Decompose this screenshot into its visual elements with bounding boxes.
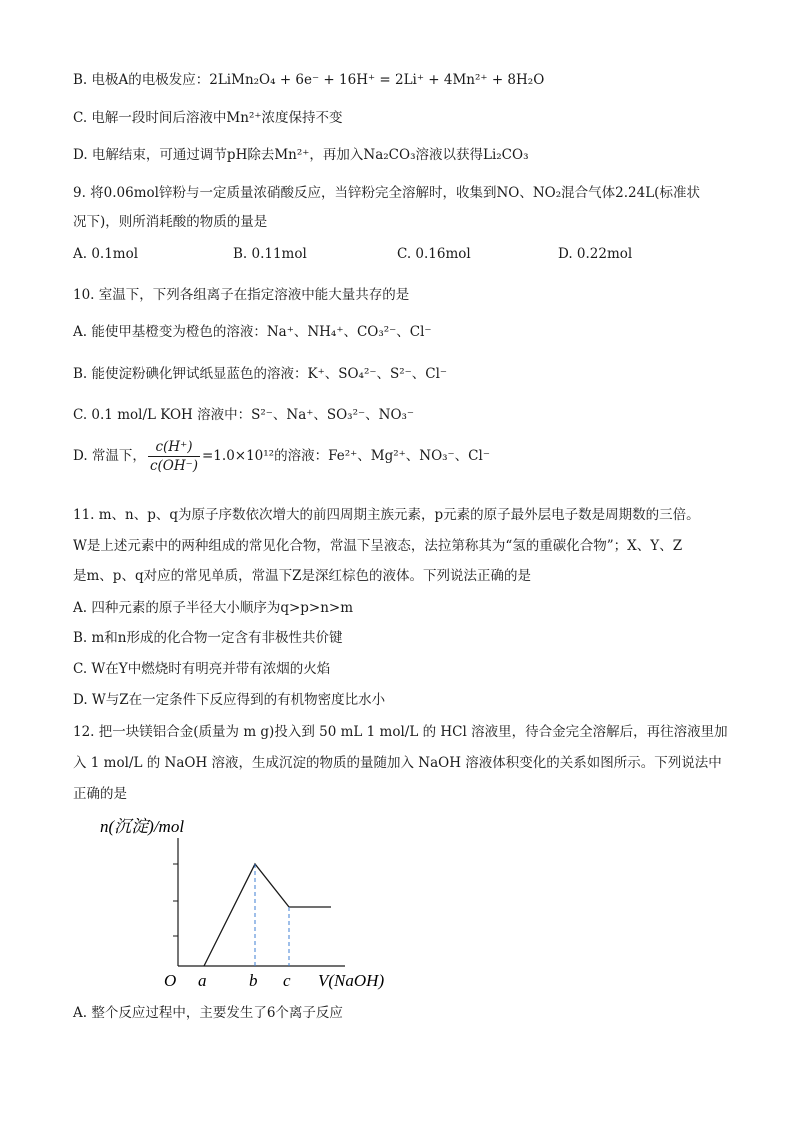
fraction-numerator: c(H⁺)	[148, 438, 200, 457]
option-c-q8: C. 电解一段时间后溶液中Mn²⁺浓度保持不变	[73, 110, 343, 126]
question-12-line-3: 正确的是	[73, 786, 127, 802]
q10-option-c: C. 0.1 mol/L KOH 溶液中：S²⁻、Na⁺、SO₃²⁻、NO₃⁻	[73, 407, 415, 423]
ratio-fraction	[148, 438, 200, 475]
q10-option-a: A. 能使甲基橙变为橙色的溶液：Na⁺、NH₄⁺、CO₃²⁻、Cl⁻	[73, 324, 432, 340]
question-9-line-2: 况下)，则所消耗酸的物质的量是	[73, 214, 268, 230]
q11-option-c: C. W在Y中燃烧时有明亮并带有浓烟的火焰	[73, 661, 331, 677]
q11-option-b: B. m和n形成的化合物一定含有非极性共价键	[73, 630, 343, 646]
q12-option-a: A. 整个反应过程中，主要发生了6个离子反应	[73, 1005, 343, 1021]
q10-option-d	[73, 438, 490, 475]
tick-label-c: c	[283, 971, 291, 990]
option-b-q8: B. 电极A的电极发应：2LiMn₂O₄ + 6e⁻ + 16H⁺ = 2Li⁺ + 4Mn²⁺ + 8H₂O	[73, 72, 545, 88]
graph-y-label: n(沉淀)/mol	[100, 817, 185, 836]
q11-option-d: D. W与Z在一定条件下反应得到的有机物密度比水小	[73, 692, 386, 708]
question-11-line-3: 是m、p、q对应的常见单质，常温下Z是深红棕色的液体。下列说法正确的是	[73, 568, 531, 584]
tick-label-a: a	[198, 971, 207, 990]
question-10-stem: 10. 室温下，下列各组离子在指定溶液中能大量共存的是	[73, 287, 410, 303]
graph-x-label: V(NaOH)	[318, 971, 385, 990]
q10-d-suffix: =1.0×10¹²的溶液：Fe²⁺、Mg²⁺、NO₃⁻、Cl⁻	[202, 448, 490, 464]
q11-option-a: A. 四种元素的原子半径大小顺序为q>p>n>m	[73, 600, 354, 616]
q9-option-c: C. 0.16mol	[397, 246, 471, 262]
precipitate-curve	[204, 864, 331, 966]
option-d-q8: D. 电解结束，可通过调节pH除去Mn²⁺，再加入Na₂CO₃溶液以获得Li₂CO₃	[73, 147, 529, 163]
tick-label-b: b	[249, 971, 258, 990]
q9-option-d: D. 0.22mol	[558, 246, 633, 262]
origin-label: O	[164, 971, 177, 990]
question-11-line-1: 11. m、n、p、q为原子序数依次增大的前四周期主族元素，p元素的原子最外层电子数是周期数的三倍。	[73, 507, 700, 523]
question-12-line-1: 12. 把一块镁铝合金(质量为 m g)投入到 50 mL 1 mol/L 的 HCl 溶液里，待合金完全溶解后，再往溶液里加	[73, 724, 728, 740]
q9-option-b: B. 0.11mol	[233, 246, 307, 262]
question-12-line-2: 入 1 mol/L 的 NaOH 溶液，生成沉淀的物质的量随加入 NaOH 溶液体积变化的关系如图所示。下列说法中	[73, 755, 722, 771]
q9-option-a: A. 0.1mol	[73, 246, 139, 262]
q10-d-prefix: D. 常温下，	[73, 448, 146, 464]
q10-option-b: B. 能使淀粉碘化钾试纸显蓝色的溶液：K⁺、SO₄²⁻、S²⁻、Cl⁻	[73, 366, 448, 382]
question-11-line-2: W是上述元素中的两种组成的常见化合物，常温下呈液态，法拉第称其为“氢的重碳化合物”；X、Y、Z	[73, 538, 683, 554]
fraction-denominator: c(OH⁻)	[149, 458, 198, 474]
precipitate-graph	[60, 808, 420, 998]
question-9-line-1: 9. 将0.06mol锌粉与一定质量浓硝酸反应，当锌粉完全溶解时，收集到NO、NO₂混合气体2.24L(标准状	[73, 185, 700, 201]
